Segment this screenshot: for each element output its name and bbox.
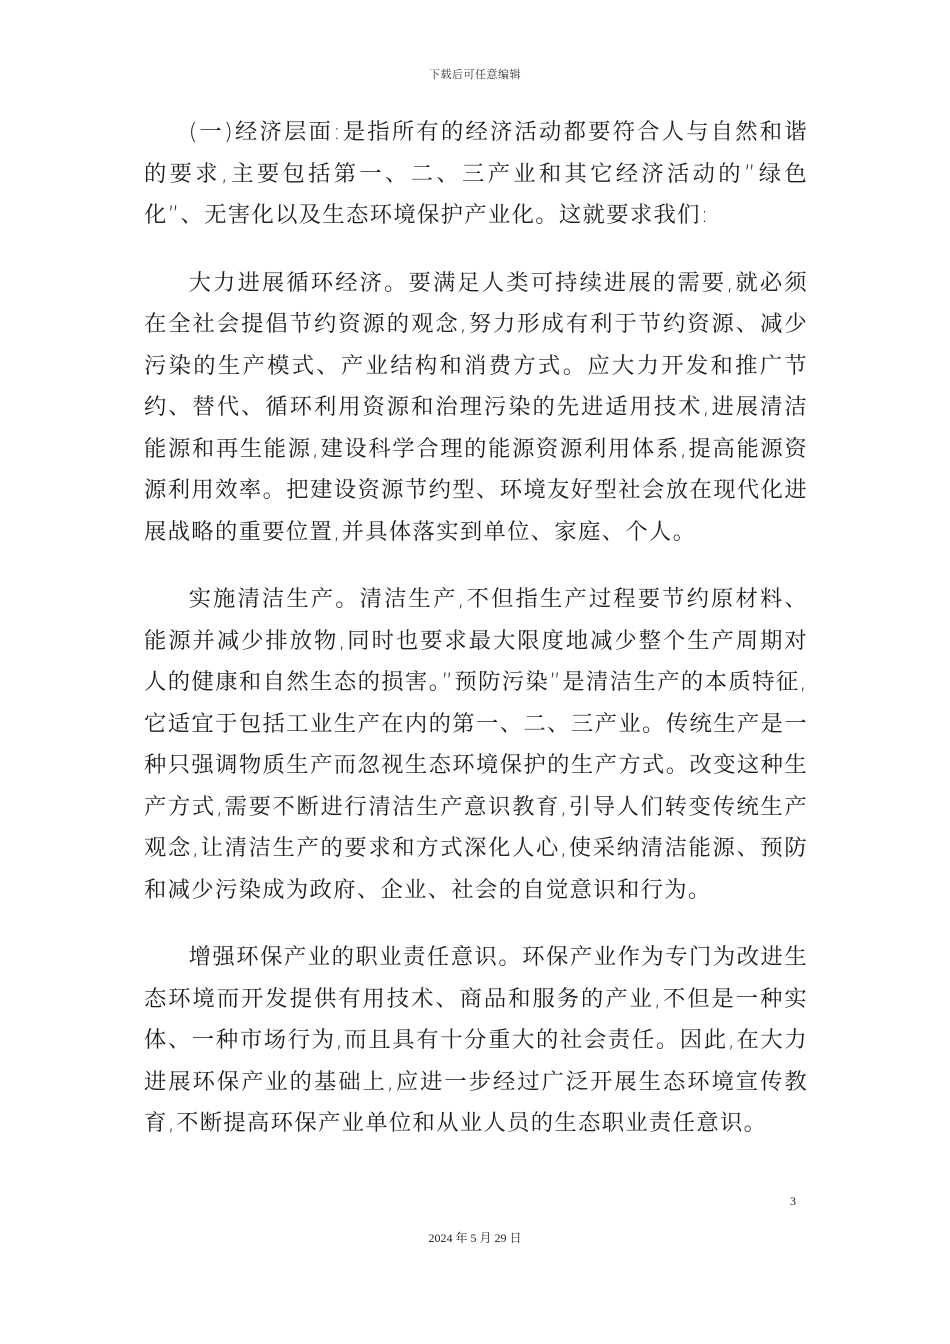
page-footer-date: 2024 年 5 月 29 日 [428,1231,522,1245]
paragraph-clean-production: 实施清洁生产。清洁生产,不但指生产过程要节约原材料、能源并减少排放物,同时也要求最大限度地减少整个生产周期对人的健康和自然生态的损害。”预防污染”是清洁生产的本质特征,它适宜于包括工业生产在内的第一、二、三产业。传统生产是一种只强调物质生产而忽视生态环境保护的生产方式。改变这种生产方式,需要不断进行清洁生产意识教育,引导人们转变传统生产观念,让清洁生产的要求和方式深化人心,使采纳清洁能源、预防和减少污染成为政府、企业、社会的自觉意识和行为。 [144,586,808,903]
paragraph-economic-level: (一)经济层面:是指所有的经济活动都要符合人与自然和谐的要求,主要包括第一、二、三产业和其它经济活动的”绿色化”、无害化以及生态环境保护产业化。这就要求我们: [144,119,808,228]
page-number: 3 [790,1194,796,1208]
page-header: 下载后可任意编辑 [429,68,521,81]
paragraph-circular-economy: 大力进展循环经济。要满足人类可持续进展的需要,就必须在全社会提倡节约资源的观念,努力形成有利于节约资源、减少污染的生产模式、产业结构和消费方式。应大力开发和推广节约、替代、循环利用资源和治理污染的先进适用技术,进展清洁能源和再生能源,建设科学合理的能源资源利用体系,提高能源资源利用效率。把建设资源节约型、环境友好型社会放在现代化进展战略的重要位置,并具体落实到单位、家庭、个人。 [144,269,808,545]
document-body [144,112,808,1171]
paragraph-environmental-industry: 增强环保产业的职业责任意识。环保产业作为专门为改进生态环境而开发提供有用技术、商品和服务的产业,不但是一种实体、一种市场行为,而且具有十分重大的社会责任。因此,在大力进展环保产业的基础上,应进一步经过广泛开展生态环境宣传教育,不断提高环保产业单位和从业人员的生态职业责任意识。 [144,944,808,1136]
